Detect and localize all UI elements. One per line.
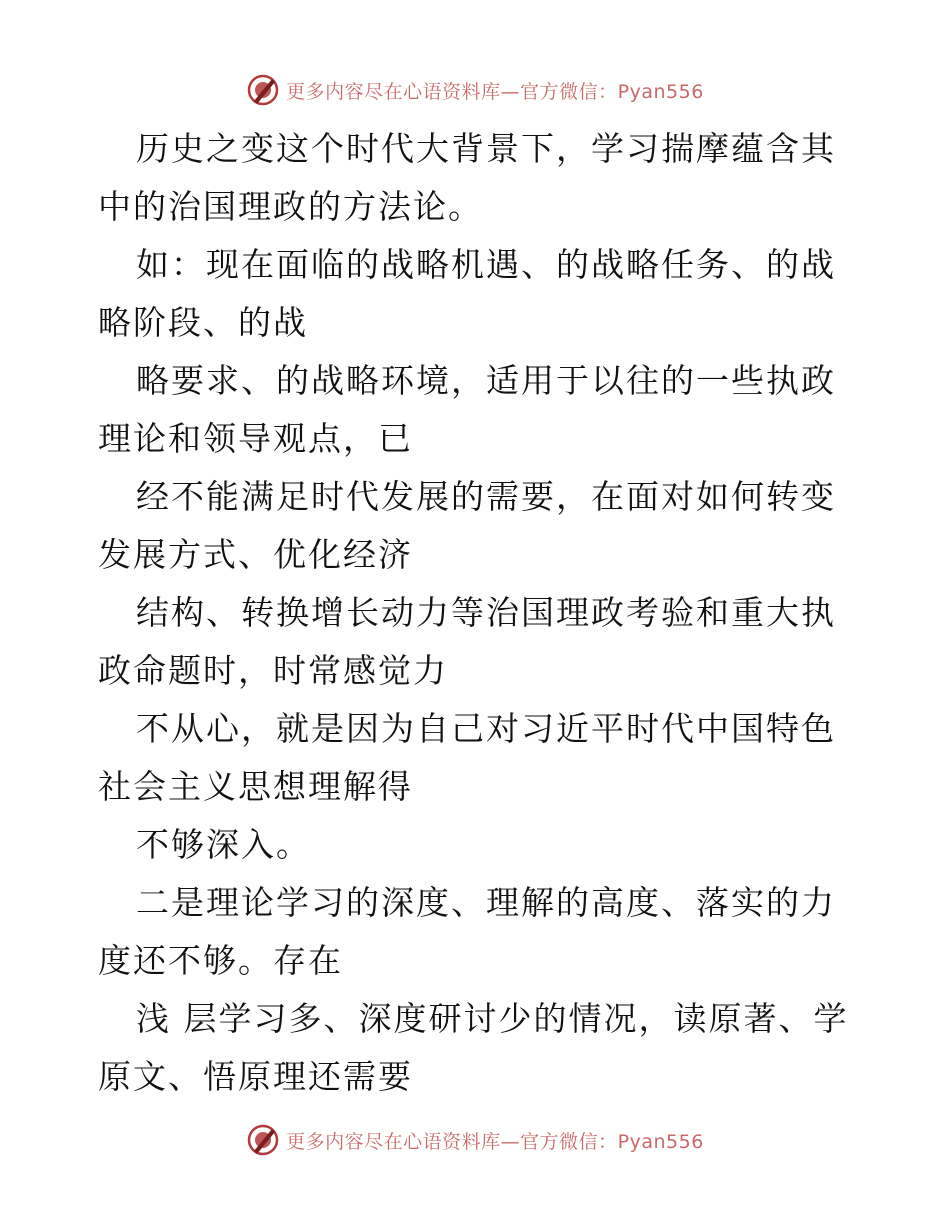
- paragraph: 二是理论学习的深度、理解的高度、落实的力度还不够。存在: [98, 883, 836, 980]
- paragraph: 略要求、的战略环境，适用于以往的一些执政理论和领导观点，已: [98, 361, 836, 458]
- footer-watermark-banner: [0, 1120, 950, 1160]
- paragraph: 不够深入。: [136, 825, 311, 864]
- paragraph: 结构、转换增长动力等治国理政考验和重大执政命题时，时常感觉力: [98, 593, 836, 690]
- footer-watermark-text: 更多内容尽在心语资料库—官方微信：Pyan556: [286, 1130, 704, 1153]
- pen-seal-logo-icon: [246, 1123, 280, 1157]
- paragraph: 浅 层学习多、深度研讨少的情况，读原著、学原文、悟原理还需要: [98, 999, 849, 1096]
- header-watermark-banner: [0, 70, 950, 110]
- paragraph: 历史之变这个时代大背景下，学习揣摩蕴含其中的治国理政的方法论。: [98, 129, 836, 226]
- header-watermark-text: 更多内容尽在心语资料库—官方微信：Pyan556: [286, 80, 704, 103]
- paragraph: 如：现在面临的战略机遇、的战略任务、的战略阶段、的战: [98, 245, 836, 342]
- document-body: [98, 120, 858, 1106]
- paragraph: 不从心，就是因为自己对习近平时代中国特色社会主义思想理解得: [98, 709, 836, 806]
- paragraph: 经不能满足时代发展的需要，在面对如何转变发展方式、优化经济: [98, 477, 836, 574]
- pen-seal-logo-icon: [246, 73, 280, 107]
